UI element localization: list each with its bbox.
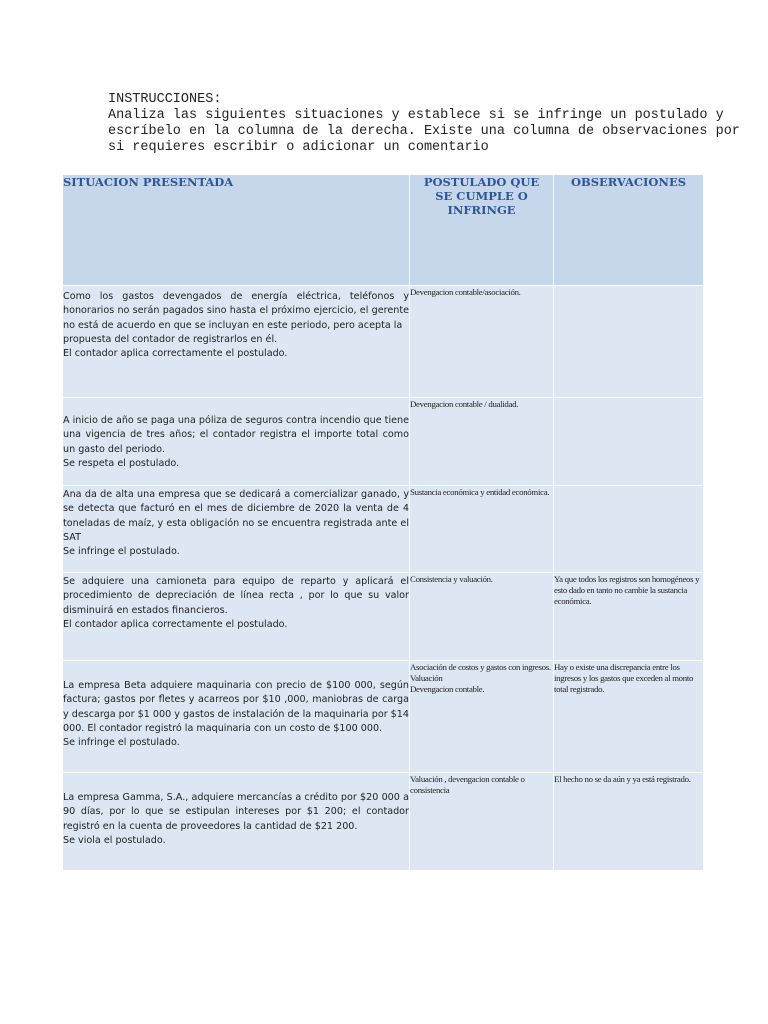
postulate-cell-text: Sustancia económica y entidad económica. [410, 487, 550, 497]
header-situation: SITUACION PRESENTADA [63, 175, 410, 286]
header-postulate-line: INFRINGE [447, 203, 516, 217]
table-row [63, 661, 704, 773]
table-header-row [63, 175, 704, 286]
situation-cell-text: Como los gastos devengados de energía eléctrica, teléfonos y honorarios no serán pagados sino hasta el próximo ejercicio, el gerente no está de acuerdo en que se incluyan en este periodo, pero acepta la [63, 291, 409, 331]
situation-cell-text: Se infringe el postulado. [63, 737, 180, 749]
situation-cell-text: Se adquiere una camioneta para equipo de reparto y aplicará el procedimiento de depreciación de línea recta , por lo que su valor disminuirá en estados financieros. [63, 576, 409, 616]
situation-cell-text: El contador aplica correctamente el postulado. [63, 348, 288, 360]
observations-cell-text: El hecho no se da aún y ya está registrado. [554, 774, 691, 784]
situation-cell-text: propuesta del contador de registrarlos en él. [63, 333, 278, 345]
postulate-cell-text: Valuación [410, 673, 443, 683]
instructions-block [108, 92, 740, 156]
instructions-line-3: si requieres escribir o adicionar un comentario [108, 140, 489, 155]
situation-cell [63, 661, 410, 773]
situation-cell-text: A inicio de año se paga una póliza de seguros contra incendio que tiene una vigencia de tres años; el contador registra el importe total como un gasto del periodo. [63, 415, 409, 455]
situation-cell-text: El contador aplica correctamente el postulado. [63, 618, 288, 630]
situation-cell-text: La empresa Gamma, S.A., adquiere mercancías a crédito por $20 000 a 90 días, por lo que se estipulan intereses por $1 200; el contador registró en la cuenta de proveedores la cantidad de $21 200. [63, 792, 409, 832]
postulate-cell [410, 486, 554, 573]
situation-cell [63, 286, 410, 398]
postulate-cell [410, 286, 554, 398]
postulate-cell [410, 573, 554, 661]
instructions-title: INSTRUCCIONES: [108, 92, 222, 107]
postulate-cell-text: Devengacion contable. [410, 684, 485, 694]
table-row [63, 398, 704, 486]
observations-cell [554, 286, 704, 398]
header-postulate [410, 175, 554, 286]
observations-cell [554, 398, 704, 486]
postulate-cell-text: Valuación , devengacion contable o consistencia [410, 774, 525, 795]
postulate-cell-text: Consistencia y valuación. [410, 574, 493, 584]
postulate-cell-text: Devengacion contable/asociación. [410, 287, 521, 297]
situation-cell [63, 573, 410, 661]
situation-cell-text: Se respeta el postulado. [63, 457, 180, 469]
situation-cell-text: Se viola el postulado. [63, 834, 166, 846]
postulate-cell-text: Devengacion contable / dualidad. [410, 399, 519, 409]
table-row [63, 573, 704, 661]
table-row [63, 486, 704, 573]
situation-cell [63, 486, 410, 573]
table-body [63, 286, 704, 871]
header-postulate-line: POSTULADO QUE [423, 175, 540, 189]
postulate-cell [410, 773, 554, 871]
situation-cell-text: Ana da de alta una empresa que se dedicará a comercializar ganado, y se detecta que facturó en el mes de diciembre de 2020 la venta de 4 toneladas de maíz, y esta obligación no se encuentra registrada ante el SAT [63, 489, 409, 543]
header-postulate-line: SE CUMPLE O [435, 189, 528, 203]
situation-cell-text: Se infringe el postulado. [63, 546, 180, 558]
header-observations: OBSERVACIONES [554, 175, 704, 286]
observations-cell [554, 573, 704, 661]
observations-cell [554, 486, 704, 573]
postulate-cell [410, 661, 554, 773]
situation-cell [63, 773, 410, 871]
postulate-cell [410, 398, 554, 486]
observations-cell-text: Ya que todos los registros son homogéneos y esto dado en tanto no cambie la sustancia económica. [554, 574, 700, 606]
instructions-line-2: escríbelo en la columna de la derecha. Existe una columna de observaciones por [108, 124, 740, 139]
observations-cell [554, 773, 704, 871]
table-row [63, 286, 704, 398]
observations-cell-text: Hay o existe una discrepancia entre los ingresos y los gastos que exceden al monto total registrado. [554, 662, 694, 694]
situation-cell [63, 398, 410, 486]
postulates-table [63, 175, 704, 871]
instructions-line-1: Analiza las siguientes situaciones y establece si se infringe un postulado y [108, 108, 724, 123]
observations-cell [554, 661, 704, 773]
situation-cell-text: La empresa Beta adquiere maquinaria con precio de $100 000, según factura; gastos por fletes y acarreos por $10 ,000, maniobras de carga y descarga por $1 000 y gastos de instalación de la maquinaria por $14 000. El contador registró la maquinaria con un costo de $100 000. [63, 680, 409, 734]
postulate-cell-text: Asociación de costos y gastos con ingresos. [410, 662, 551, 672]
table-row [63, 773, 704, 871]
